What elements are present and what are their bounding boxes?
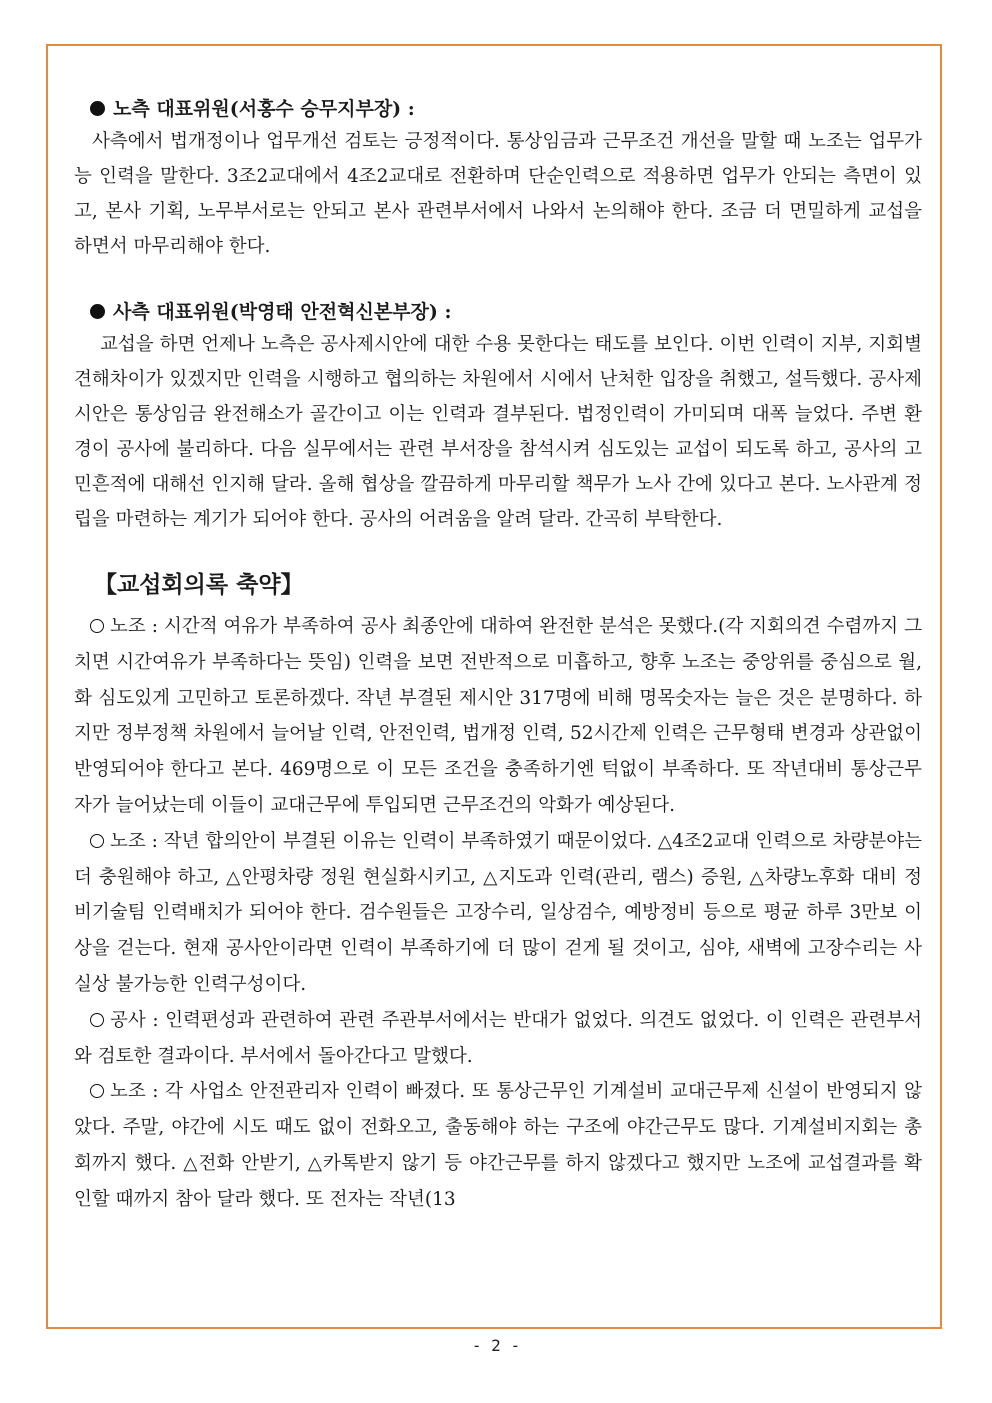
circle-bullet-icon — [90, 619, 104, 633]
bullet-icon — [90, 101, 105, 116]
document-body — [74, 94, 922, 1218]
summary-item — [74, 1074, 922, 1217]
circle-bullet-icon — [90, 1084, 104, 1098]
summary-item-text: 공사 : 인력편성과 관련하여 관련 주관부서에서는 반대가 없었다. 의견도 없었다. 이 인력은 관련부서와 검토한 결과이다. 부서에서 돌아간다고 말했다. — [74, 1009, 922, 1067]
summary-item — [74, 1003, 922, 1075]
section-heading-union — [74, 94, 922, 124]
section-heading-text: 노측 대표위원(서홍수 승무지부장) : — [113, 98, 415, 120]
summary-item-text: 노조 : 시간적 여유가 부족하여 공사 최종안에 대하여 완전한 분석은 못했다.(각 지회의견 수렴까지 그치면 시간여유가 부족하다는 뜻임) 인력을 보면 전반적으로 미흡하고, 향후 노조는 중앙위를 중심으로 월, 화 심도있게 고민하고 토론하겠다. 작년 부결된 제시안 317명에 비해 명목숫자는 늘은 것은 분명하다. 하지만 정부정책 차원에서 늘어날 인력, 안전인력, 법개정 인력, 52시간제 인력은 근무형태 변경과 상관없이 반영되어야 한다고 본다. 469명으로 이 모든 조건을 충족하기엔 턱없이 부족하다. 또 작년대비 통상근무자가 늘어났는데 이들이 교대근무에 투입되면 근무조건의 악화가 예상된다. — [74, 616, 922, 816]
summary-title: 【교섭회의록 축약】 — [94, 571, 304, 598]
summary-item — [74, 824, 922, 1003]
section-heading-text: 사측 대표위원(박영태 안전혁신본부장) : — [113, 301, 452, 323]
summary-item-text: 노조 : 각 사업소 안전관리자 인력이 빠졌다. 또 통상근무인 기계설비 교대근무제 신설이 반영되지 않았다. 주말, 야간에 시도 때도 없이 전화오고, 출동해야 하는 구조에 야간근무도 많다. 기계설비지회는 총회까지 했다. △전화 안받기, △카톡받지 않기 등 야간근무를 하지 않겠다고 했지만 노조에 교섭결과를 확인할 때까지 참아 달라 했다. 또 전자는 작년(13 — [74, 1081, 922, 1210]
section-paragraph-management: 교섭을 하면 언제나 노측은 공사제시안에 대한 수용 못한다는 태도를 보인다. 이번 인력이 지부, 지회별 견해차이가 있겠지만 인력을 시행하고 협의하는 차원에서 시에서 난처한 입장을 취했고, 설득했다. 공사제시안은 통상임금 완전해소가 골간이고 이는 인력과 결부된다. 법정인력이 가미되며 대폭 늘었다. 주변 환경이 공사에 불리하다. 다음 실무에서는 관련 부서장을 참석시켜 심도있는 교섭이 되도록 하고, 공사의 고민흔적에 대해선 인지해 달라. 올해 협상을 깔끔하게 마무리할 책무가 노사 간에 있다고 본다. 노사관계 정립을 마련하는 계기가 되어야 한다. 공사의 어려움을 알려 달라. 간곡히 부탁한다. — [74, 334, 922, 530]
section-paragraph-union: 사측에서 법개정이나 업무개선 검토는 긍정적이다. 통상임금과 근무조건 개선을 말할 때 노조는 업무가능 인력을 말한다. 3조2교대에서 4조2교대로 전환하며 단순인력으로 적용하면 업무가 안되는 측면이 있고, 본사 기획, 노무부서로는 안되고 본사 관련부서에서 나와서 논의해야 한다. 조금 더 면밀하게 교섭을 하면서 마무리해야 한다. — [74, 131, 922, 257]
section-heading-management — [74, 297, 922, 327]
summary-item-text: 노조 : 작년 합의안이 부결된 이유는 인력이 부족하였기 때문이었다. △4조2교대 인력으로 차량분야는 더 충원해야 하고, △안평차량 정원 현실화시키고, △지도과 인력(관리, 램스) 증원, △차량노후화 대비 정비기술팀 인력배치가 되어야 한다. 검수원들은 고장수리, 일상검수, 예방정비 등으로 평균 하루 3만보 이상을 걷는다. 현재 공사안이라면 인력이 부족하기에 더 많이 걷게 될 것이고, 심야, 새벽에 고장수리는 사실상 불가능한 인력구성이다. — [74, 830, 922, 995]
circle-bullet-icon — [90, 1013, 104, 1027]
summary-item — [74, 609, 922, 824]
circle-bullet-icon — [90, 834, 104, 848]
page-number: - 2 - — [471, 1336, 521, 1355]
bullet-icon — [90, 304, 105, 319]
